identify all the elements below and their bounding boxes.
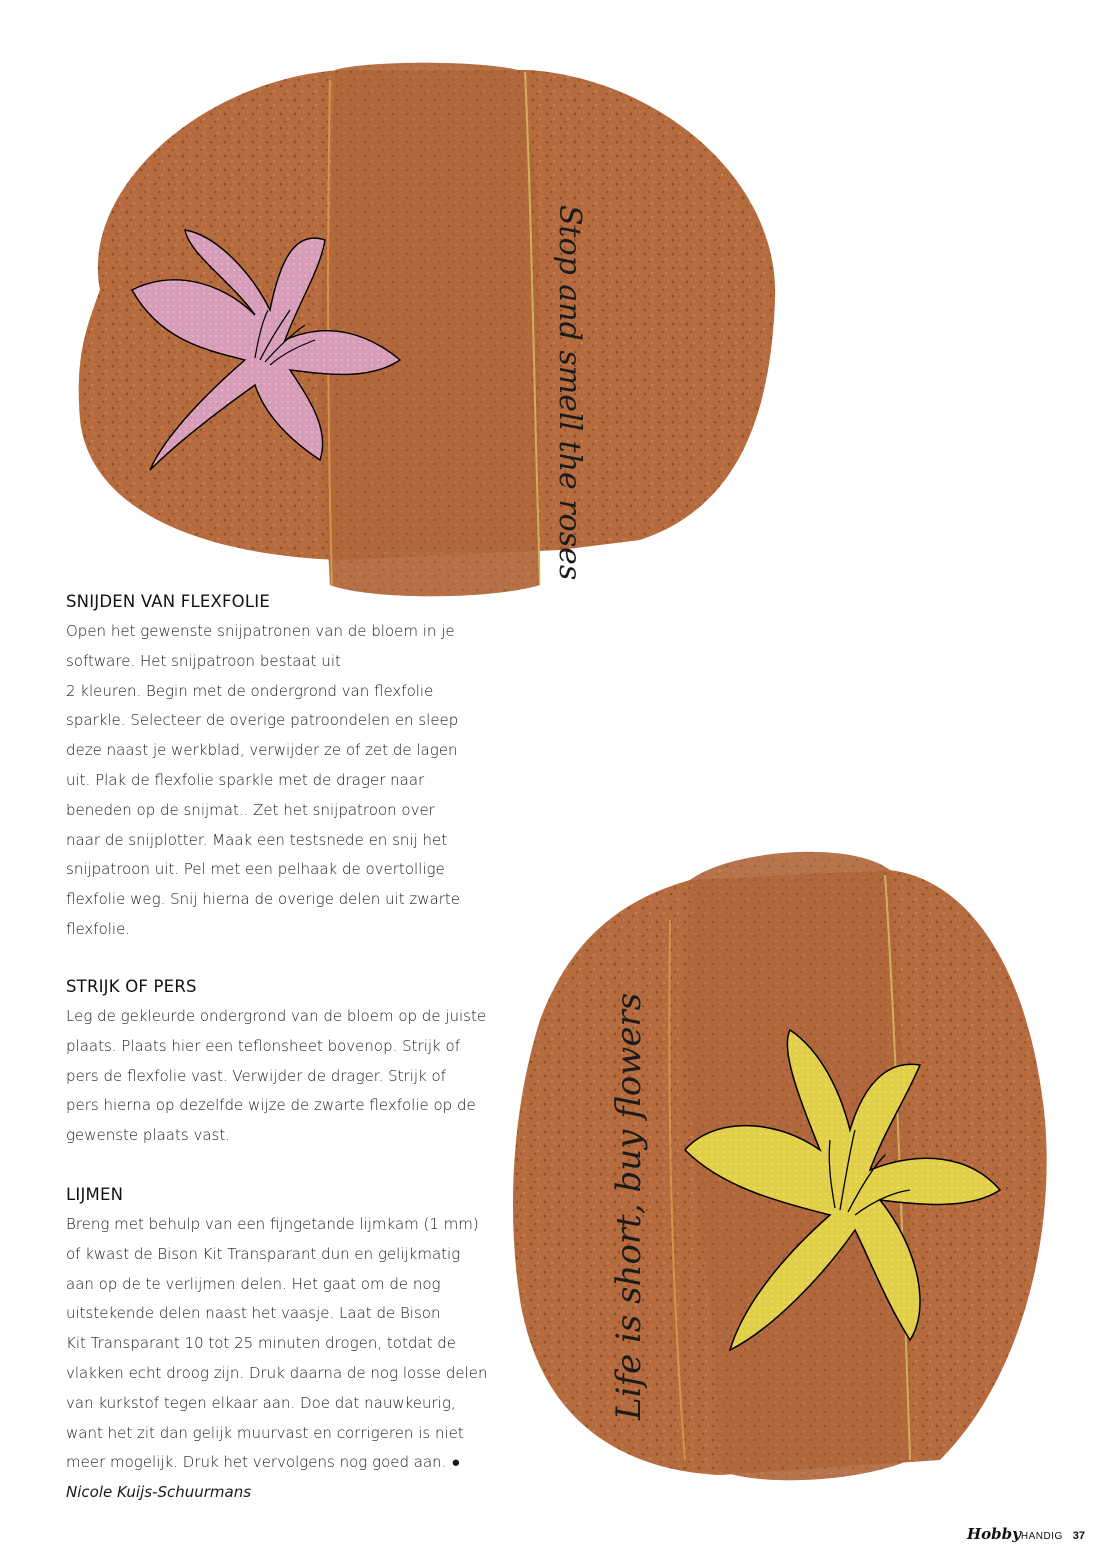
body-line: gewenste plaats vast. bbox=[66, 1126, 230, 1145]
section-heading: STRIJK OF PERS bbox=[66, 977, 197, 996]
brand-logo-script: Hobby bbox=[966, 1525, 1021, 1543]
body-line: Open het gewenste snijpatronen van de bloem in je bbox=[66, 622, 455, 640]
vase-photo-bottom bbox=[500, 820, 1060, 1510]
body-line: want het zit dan gelijk muurvast en corrigeren is niet bbox=[66, 1423, 464, 1442]
body-line: uitstekende delen naast het vaasje. Laat de Bison bbox=[66, 1304, 441, 1323]
body-line: Breng met behulp van een fijngetande lijmkam (1 mm) bbox=[66, 1215, 479, 1233]
section-gluing bbox=[66, 1185, 486, 1508]
section-cutting bbox=[66, 592, 486, 945]
body-line: sparkle. Selecteer de overige patroondelen en sleep bbox=[66, 711, 459, 730]
body-line: pers hierna op dezelfde wijze de zwarte flexfolie op de bbox=[66, 1096, 476, 1115]
section-body bbox=[66, 1210, 486, 1508]
body-line: meer mogelijk. Druk het vervolgens nog goed aan. ● bbox=[66, 1453, 461, 1472]
section-heading: LIJMEN bbox=[66, 1185, 124, 1204]
body-line: 2 kleuren. Begin met de ondergrond van flexfolie bbox=[66, 681, 434, 700]
body-line: of kwast de Bison Kit Transparant dun en gelijkmatig bbox=[66, 1244, 461, 1263]
body-line: deze naast je werkblad, verwijder ze of zet de lagen bbox=[66, 741, 458, 760]
body-line: flexfolie weg. Snij hierna de overige delen uit zwarte bbox=[66, 890, 461, 909]
section-heading: SNIJDEN VAN FLEXFOLIE bbox=[66, 592, 270, 611]
body-line: aan op de te verlijmen delen. Het gaat om de nog bbox=[66, 1274, 441, 1293]
brand-logo-caps: HANDIG bbox=[1020, 1531, 1063, 1542]
body-line: plaats. Plaats hier een teflonsheet bovenop. Strijk of bbox=[66, 1036, 460, 1055]
vase-inscription-top: Stop and smell the roses bbox=[552, 205, 587, 581]
body-line: vlakken echt droog zijn. Druk daarna de nog losse delen bbox=[66, 1363, 488, 1382]
vase-inscription-bottom: Life is short, buy flowers bbox=[609, 992, 649, 1420]
body-line: Kit Transparant 10 tot 25 minuten drogen, totdat de bbox=[66, 1334, 456, 1353]
body-line: naar de snijplotter. Maak een testsnede en snij het bbox=[66, 830, 448, 849]
section-ironing bbox=[66, 977, 486, 1151]
section-body bbox=[66, 1002, 486, 1151]
body-line: pers de flexfolie vast. Verwijder de drager. Strijk of bbox=[66, 1066, 446, 1085]
body-line: Leg de gekleurde ondergrond van de bloem op de juiste bbox=[66, 1007, 487, 1025]
page-footer bbox=[967, 1525, 1085, 1543]
body-line: flexfolie. bbox=[66, 919, 131, 938]
body-line: beneden op de snijmat.. Zet het snijpatroon over bbox=[66, 800, 435, 819]
vase-photo-top bbox=[40, 40, 800, 620]
author-credit: Nicole Kuijs-Schuurmans bbox=[66, 1483, 252, 1502]
page-number: 37 bbox=[1072, 1530, 1085, 1542]
body-line: van kurkstof tegen elkaar aan. Doe dat nauwkeurig, bbox=[66, 1393, 456, 1412]
body-line: software. Het snijpatroon bestaat uit bbox=[66, 651, 341, 670]
body-line: uit. Plak de flexfolie sparkle met de drager naar bbox=[66, 770, 425, 789]
section-body bbox=[66, 617, 486, 945]
body-line: snijpatroon uit. Pel met een pelhaak de overtollige bbox=[66, 860, 445, 879]
